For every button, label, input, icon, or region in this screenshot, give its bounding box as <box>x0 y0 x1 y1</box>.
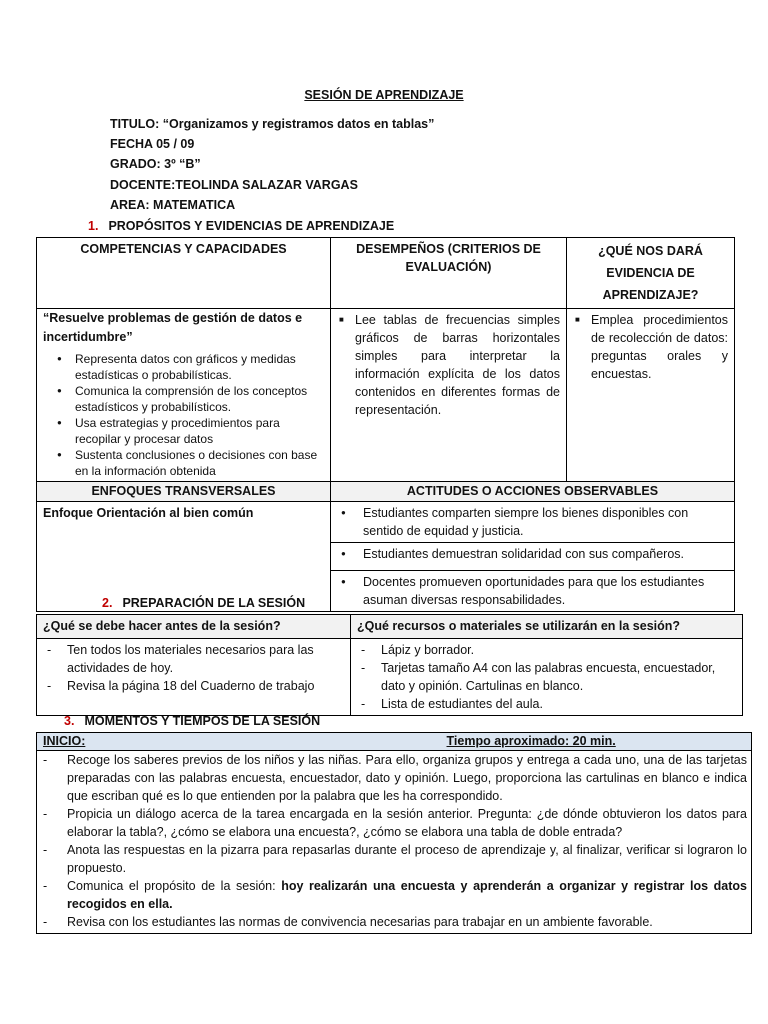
section3-number: 3. <box>64 714 75 728</box>
evidencia-cell <box>567 309 735 482</box>
col-evidencia: ¿QUÉ NOS DARÁ EVIDENCIA DE APRENDIZAJE? <box>567 238 735 309</box>
inicio-label: INICIO: <box>43 734 86 748</box>
list-item: ● Estudiantes demuestran solidaridad con sus compañeros. <box>337 545 728 563</box>
session-titulo: TITULO: “Organizamos y registramos datos en tablas” <box>110 117 435 131</box>
list-item: ● Usa estrategias y procedimientos para recopilar y procesar datos <box>43 415 324 447</box>
session-docente: DOCENTE:TEOLINDA SALAZAR VARGAS <box>110 178 358 192</box>
section1-number: 1. <box>88 219 99 233</box>
preparation-table <box>36 614 743 716</box>
list-item <box>41 877 747 913</box>
list-item: ● Comunica la comprensión de los conceptos estadísticos y probabilísticos. <box>43 383 324 415</box>
evidencia-text: ■ Emplea procedimientos de recolección de datos: preguntas orales y encuestas. <box>573 311 728 383</box>
competencia-title: “Resuelve problemas de gestión de datos e incertidumbre” <box>43 311 303 344</box>
actitud-cell <box>331 543 735 571</box>
recursos-cell <box>351 639 743 716</box>
session-grado: GRADO: 3º “B” <box>110 157 201 171</box>
section3-heading <box>64 714 320 728</box>
section1-heading <box>88 219 394 233</box>
proposito-text: hoy realizarán una encuesta y aprenderán a organizar y registrar los datos recogidos en ella. <box>67 879 747 911</box>
enfoques-header: ENFOQUES TRANSVERSALES <box>37 482 331 502</box>
list-item: - Lápiz y borrador. <box>357 641 736 659</box>
list-item: - Anota las respuestas en la pizarra para repasarlas durante el proceso de aprendizaje y, al finalizar, verificar si lograron lo propuesto. <box>41 841 747 877</box>
list-item: - Recoge los saberes previos de los niños y las niñas. Para ello, organiza grupos y entrega a cada uno, una de las tarjetas preparadas con las palabras encuesta, encuestador, dato y opinión. Luego, proporciona las cartulinas en blanco e indica que escriban qué es lo que entienden por la palabra que les ha correspondido. <box>41 751 747 805</box>
section3-title: MOMENTOS Y TIEMPOS DE LA SESIÓN <box>84 714 321 728</box>
list-item: - Revisa la página 18 del Cuaderno de trabajo <box>43 677 344 695</box>
enfoque-cell: Enfoque Orientación al bien común <box>37 502 331 612</box>
prep-col-antes: ¿Qué se debe hacer antes de la sesión? <box>37 615 351 639</box>
capacidades-list <box>43 351 324 479</box>
purposes-table <box>36 237 735 612</box>
inicio-body <box>37 751 752 934</box>
list-item: - Tarjetas tamaño A4 con las palabras encuesta, encuestador, dato y opinión. Cartulinas en blanco. <box>357 659 736 695</box>
actitud-cell <box>331 571 735 612</box>
col-desempenos: DESEMPEÑOS (CRITERIOS DE EVALUACIÓN) <box>331 238 567 309</box>
antes-cell <box>37 639 351 716</box>
col-competencias: COMPETENCIAS Y CAPACIDADES <box>37 238 331 309</box>
section2-number: 2. <box>102 596 113 610</box>
section2-heading <box>102 596 305 610</box>
actitudes-header: ACTITUDES O ACCIONES OBSERVABLES <box>331 482 735 502</box>
section2-title: PREPARACIÓN DE LA SESIÓN <box>122 596 306 610</box>
inicio-header <box>37 733 752 751</box>
tiempo-label: Tiempo aproximado: 20 min. <box>446 734 616 748</box>
list-item: ● Docentes promueven oportunidades para que los estudiantes asuman diversas responsabilidades. <box>337 573 728 609</box>
list-item: - Lista de estudiantes del aula. <box>357 695 736 713</box>
competencias-cell <box>37 309 331 482</box>
list-item: ● Representa datos con gráficos y medidas estadísticas o probabilísticas. <box>43 351 324 383</box>
list-item: - Propicia un diálogo acerca de la tarea encargada en la sesión anterior. Pregunta: ¿de dónde obtuvieron los datos para elaborar la tabla?, ¿cómo se elabora una encuesta?, ¿cómo se elabora una tabla de doble entrada? <box>41 805 747 841</box>
desempeno-text: ■ Lee tablas de frecuencias simples gráficos de barras horizontales simples para interpretar la información explícita de los datos contenidos en diferentes formas de representación. <box>337 311 560 419</box>
list-item: - Revisa con los estudiantes las normas de convivencia necesarias para trabajar en un ambiente favorable. <box>41 913 747 931</box>
list-item: ● Estudiantes comparten siempre los bienes disponibles con sentido de equidad y justicia. <box>337 504 728 540</box>
session-area: AREA: MATEMATICA <box>110 198 236 212</box>
actitud-cell <box>331 502 735 543</box>
section1-title: PROPÓSITOS Y EVIDENCIAS DE APRENDIZAJE <box>108 219 395 233</box>
session-fecha: FECHA 05 / 09 <box>110 137 195 151</box>
list-item: ● Sustenta conclusiones o decisiones con base en la información obtenida <box>43 447 324 479</box>
proposito-prefix: Comunica el propósito de la sesión: <box>67 879 282 893</box>
prep-col-recursos: ¿Qué recursos o materiales se utilizarán en la sesión? <box>351 615 743 639</box>
list-item: - Ten todos los materiales necesarios para las actividades de hoy. <box>43 641 344 677</box>
page-title: SESIÓN DE APRENDIZAJE <box>304 88 464 102</box>
desempenos-cell <box>331 309 567 482</box>
moments-table <box>36 732 752 934</box>
